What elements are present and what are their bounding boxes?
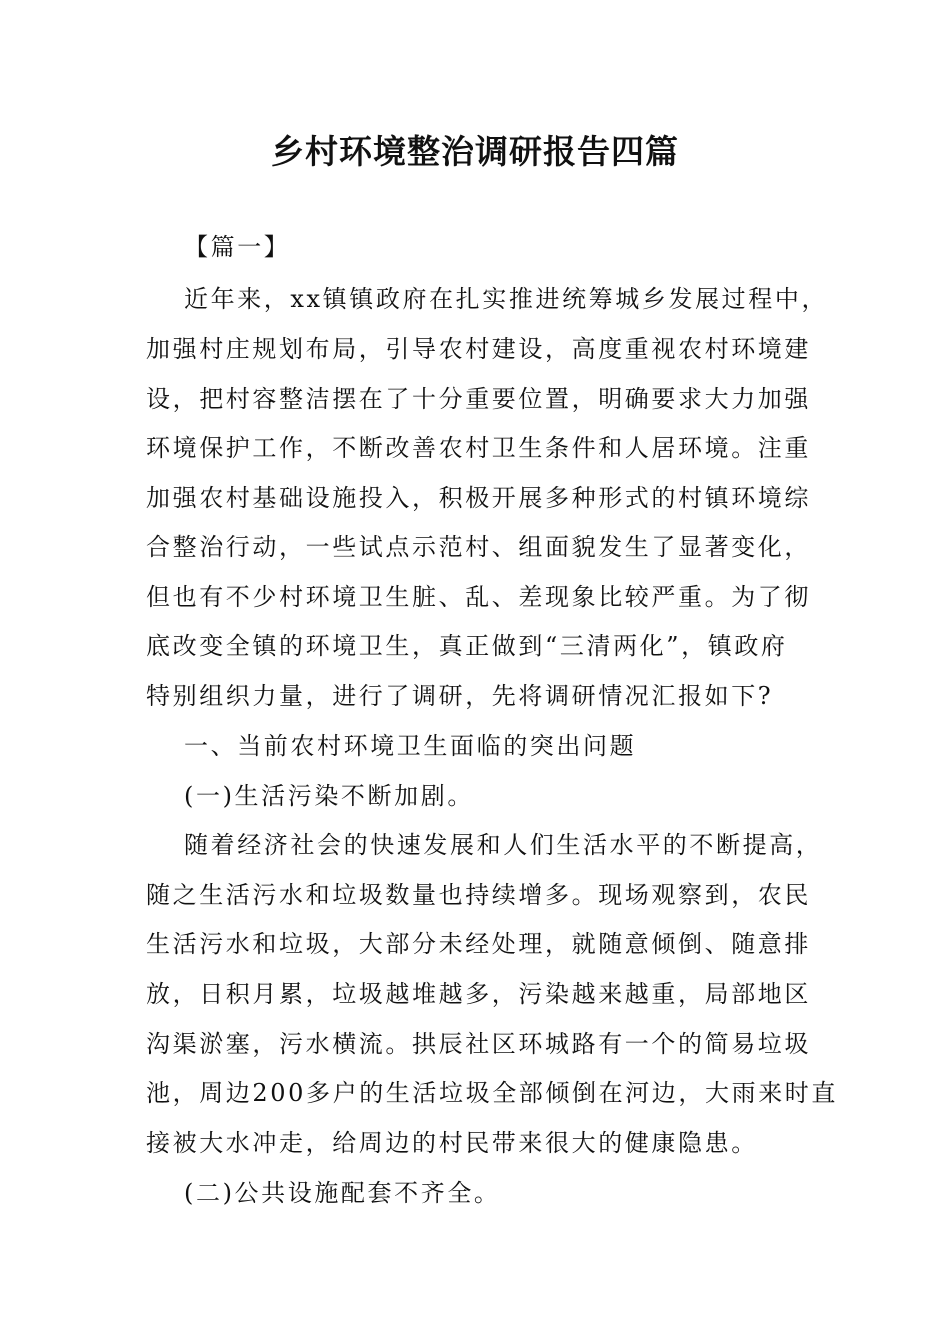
paragraph-line: 合整治行动，一些试点示范村、组面貌发生了显著变化， bbox=[146, 533, 811, 561]
paragraph-line: 池，周边200多户的生活垃圾全部倾倒在河边，大雨来时直 bbox=[146, 1079, 839, 1107]
paragraph-line: 近年来，xx镇镇政府在扎实推进统筹城乡发展过程中， bbox=[184, 285, 829, 313]
paragraph-line: 加强村庄规划布局，引导农村建设，高度重视农村环境建 bbox=[146, 335, 811, 363]
paragraph-line: 加强农村基础设施投入，积极开展多种形式的村镇环境综 bbox=[146, 484, 811, 512]
section-heading: 一、当前农村环境卫生面临的突出问题 bbox=[184, 732, 637, 760]
document-title: 乡村环境整治调研报告四篇 bbox=[271, 132, 679, 171]
paragraph-line: 但也有不少村环境卫生脏、乱、差现象比较严重。为了彻 bbox=[146, 583, 811, 611]
paragraph-line: 设，把村容整洁摆在了十分重要位置，明确要求大力加强 bbox=[146, 385, 811, 413]
paragraph-line: 随之生活污水和垃圾数量也持续增多。现场观察到，农民 bbox=[146, 881, 811, 909]
paragraph-line: 生活污水和垃圾，大部分未经处理，就随意倾倒、随意排 bbox=[146, 930, 811, 958]
paragraph-line: 底改变全镇的环境卫生，真正做到“三清两化”，镇政府 bbox=[146, 632, 788, 660]
paragraph-line: 特别组织力量，进行了调研，先将调研情况汇报如下? bbox=[146, 682, 774, 710]
paragraph-line: 接被大水冲走，给周边的村民带来很大的健康隐患。 bbox=[146, 1129, 758, 1157]
subsection-heading: (一)生活污染不断加剧。 bbox=[184, 782, 474, 810]
paragraph-line: 随着经济社会的快速发展和人们生活水平的不断提高， bbox=[184, 831, 823, 859]
paragraph-line: 环境保护工作，不断改善农村卫生条件和人居环境。注重 bbox=[146, 434, 811, 462]
paragraph-line: 沟渠淤塞，污水横流。拱辰社区环城路有一个的简易垃圾 bbox=[146, 1030, 811, 1058]
subsection-heading: (二)公共设施配套不齐全。 bbox=[184, 1179, 501, 1207]
section-label: 【篇一】 bbox=[184, 233, 291, 261]
paragraph-line: 放，日积月累，垃圾越堆越多，污染越来越重，局部地区 bbox=[146, 980, 811, 1008]
